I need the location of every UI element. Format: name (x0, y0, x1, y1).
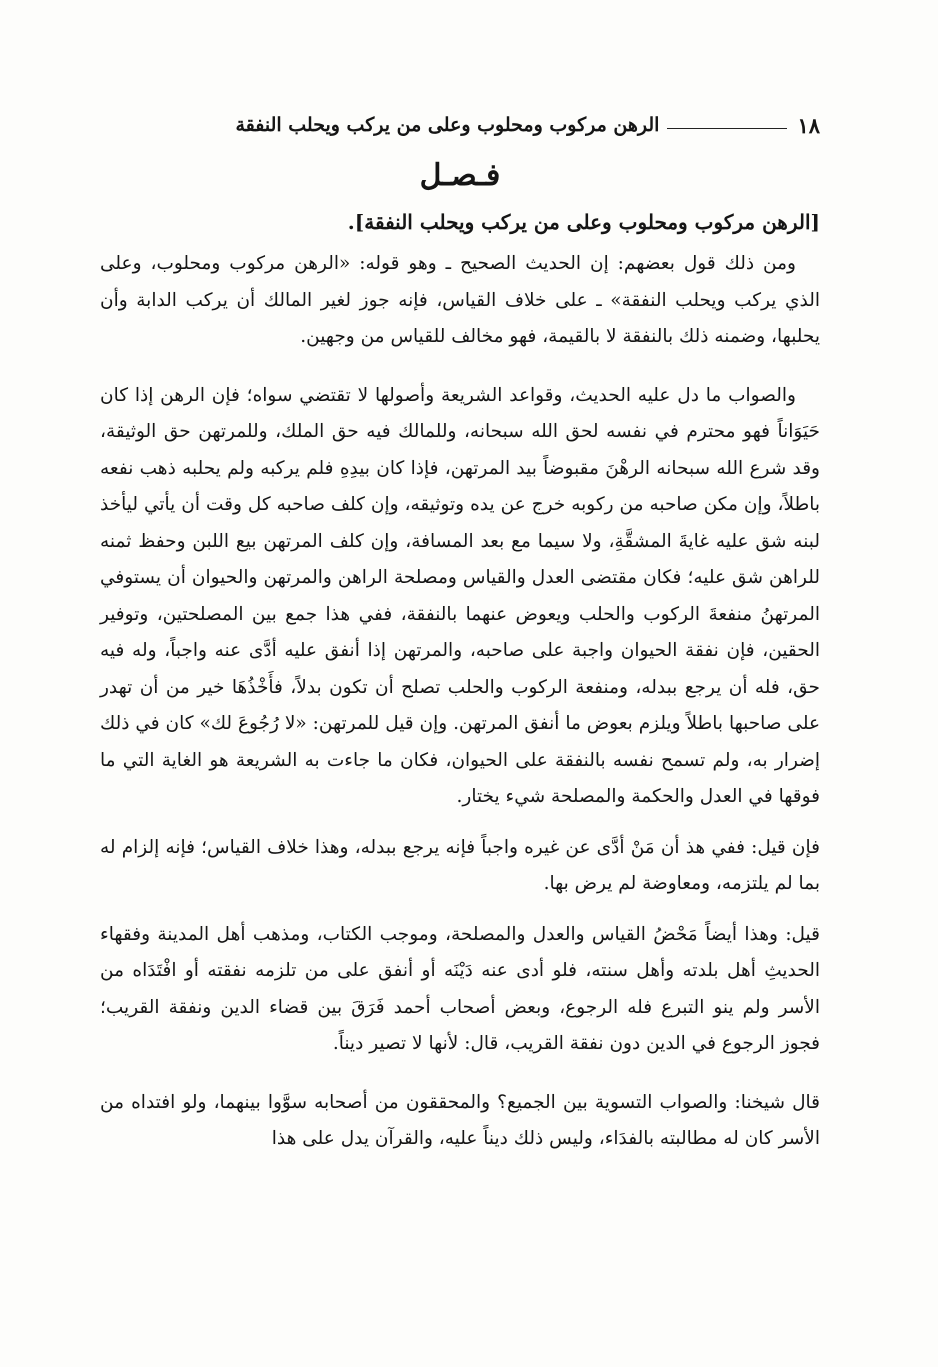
book-page (100, 108, 820, 1158)
header-rule (667, 128, 787, 129)
paragraph-5: قال شيخنا: والصواب التسوية بين الجميع؟ والمحققون من أصحابه سوَّوا بينهما، ولو افتداه من الأسر كان له مطالبته بالفدَاء، وليس ذلك ديناً عليه، والقرآن يدل على هذا (100, 1091, 820, 1149)
paragraph-1: ومن ذلك قول بعضهم: إن الحديث الصحيح ـ وهو قوله: «الرهن مركوب ومحلوب، وعلى الذي يركب ويحلب النفقة» ـ على خلاف القياس، فإنه جوز لغير المالك أن يركب الدابة وأن يحلبها، وضمنه ذلك بالنفقة لا بالقيمة، فهو مخالف للقياس من وجهين. (100, 253, 820, 347)
running-title: الرهن مركوب ومحلوب وعلى من يركب ويحلب النفقة (235, 114, 660, 136)
page-number: ١٨ (797, 112, 820, 138)
paragraph-3: فإن قيل: ففي هذ أن مَنْ أدَّى عن غيره واجباً فإنه يرجع ببدله، وهذا خلاف القياس؛ فإنه إلزام له بما لم يلتزمه، ومعاوضة لم يرض بها. (100, 836, 820, 894)
paragraph-2: والصواب ما دل عليه الحديث، وقواعد الشريعة وأصولها لا تقتضي سواه؛ فإن الرهن إذا كان حَيَوَاناً فهو محترم في نفسه لحق الله سبحانه، وللمالك فيه حق الملك، وللمرتهن حق الوثيقة، وقد شرع الله سبحانه الرهْنَ مقبوضاً بيد المرتهن، فإذا كان بيدِهِ فلم يركبه ولم يحلبه ذهب نفعه باطلاً، وإن مكن صاحبه من ركوبه خرج عن يده وتوثيقه، وإن كلف صاحبه كل وقت أن يأتي ليأخذ لبنه شق عليه غايةَ المشقَّةِ، ولا سيما مع بعد المسافة، وإن كلف المرتهن بيع اللبن وحفظ ثمنه للراهن شق عليه؛ فكان مقتضى العدل والقياس ومصلحة الراهن والمرتهن والحيوان أن يستوفي المرتهنُ منفعةَ الركوب والحلب ويعوض عنهما بالنفقة، ففي هذا جمع بين المصلحتين، وتوفير الحقين، فإن نفقة الحيوان واجبة على صاحبه، والمرتهن إذا أنفق عليه أدَّى عنه واجباً، وله فيه حق، فله أن يرجع ببدله، ومنفعة الركوب والحلب تصلح أن تكون بدلاً، فأَخْذُهَا خير من أن تهدر على صاحبها باطلاً ويلزم بعوض ما أنفق المرتهن. وإن قيل للمرتهن: «لا رُجُوعَ لك» كان في ذلك إضرار به، ولم تسمح نفسه بالنفقة على الحيوان، فكان ما جاءت به الشريعة هو الغاية التي ما فوقها في العدل والحكمة والمصلحة شيء يختار. (100, 384, 820, 807)
running-header (100, 108, 820, 142)
section-title: [الرهن مركوب ومحلوب وعلى من يركب ويحلب النفقة]. (347, 210, 820, 234)
paragraph-4: قيل: وهذا أيضاً مَحْضُ القياس والعدل والمصلحة، وموجب الكتاب، ومذهب أهل المدينة وفقهاء الحديثِ أهل بلدته وأهل سنته، فلو أدى عنه دَيْنَه أو أنفق على من تلزمه نفقته أو افْتَدَاه من الأسر ولم ينو التبرع فله الرجوع، وبعض أصحاب أحمد فَرَقَ بين قضاء الدين ونفقة القريب؛ فجوز الرجوع في الدين دون نفقة القريب، قال: لأنها لا تصير ديناً. (100, 923, 820, 1054)
section-heading: فـصـل (419, 158, 501, 193)
